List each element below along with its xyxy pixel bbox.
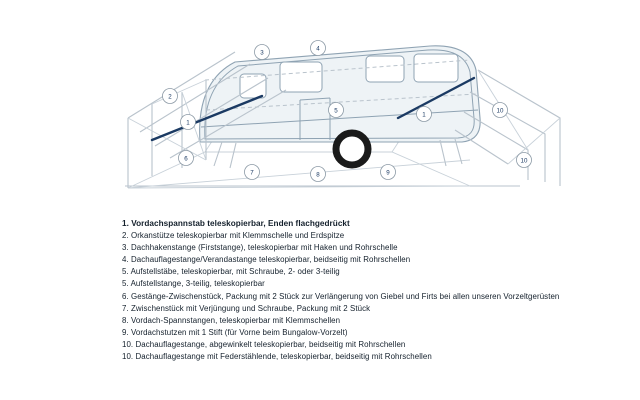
svg-text:4: 4 [316, 45, 320, 53]
callout-4 [311, 41, 326, 56]
legend-item: 10. Dachauflagestange, abgewinkelt teleskopierbar, beidseitig mit Rohrschellen [122, 339, 406, 349]
legend-item: 2. Orkanstütze teleskopierbar mit Klemmschelle und Erdspitze [122, 231, 345, 241]
legend-item: 7. Zwischenstück mit Verjüngung und Schraube, Packung mit 2 Stück [122, 303, 371, 313]
legend-item: 9. Vordachstutzen mit 1 Stift (für Vorne beim Bungalow-Vorzelt) [122, 327, 348, 337]
callout-1-right [417, 107, 432, 122]
callout-10b [517, 153, 532, 168]
svg-text:7: 7 [250, 169, 254, 177]
legend-item: 5. Aufstellstäbe, teleskopierbar, mit Schraube, 2- oder 3-teilig [122, 267, 340, 277]
legend-item: 8. Vordach-Spannstangen, teleskopierbar mit Klemmschellen [122, 315, 341, 325]
legend-item: 6. Gestänge-Zwischenstück, Packung mit 2 Stück zur Verlängerung von Giebel und Firts bei allen unseren Vorzeltgerüsten [122, 291, 560, 301]
legend-item: 1. Vordachspannstab teleskopierbar, Enden flachgedrückt [122, 219, 350, 228]
svg-text:5: 5 [334, 107, 338, 115]
svg-text:2: 2 [168, 93, 172, 101]
callout-2 [163, 89, 178, 104]
legend-item: 5. Aufstellstange, 3-teilig, teleskopierbar [122, 279, 265, 289]
legend-item: 3. Dachhakenstange (Firststange), teleskopierbar mit Haken und Rohrschelle [122, 243, 398, 253]
svg-text:10: 10 [496, 107, 504, 115]
svg-text:1: 1 [422, 111, 426, 119]
svg-text:8: 8 [316, 171, 320, 179]
callout-7 [245, 165, 260, 180]
callout-10 [493, 103, 508, 118]
svg-text:9: 9 [386, 169, 390, 177]
callout-3 [255, 45, 270, 60]
callout-9 [381, 165, 396, 180]
callout-1-left [181, 115, 196, 130]
callout-6 [179, 151, 194, 166]
svg-text:1: 1 [186, 119, 190, 127]
svg-text:6: 6 [184, 155, 188, 163]
svg-text:10: 10 [520, 157, 528, 165]
legend-item: 10. Dachauflagestange mit Federstählende, teleskopierbar, beidseitig mit Rohrschellen [122, 352, 432, 362]
callout-5 [329, 103, 344, 118]
legend-item: 4. Dachauflagestange/Verandastange teleskopierbar, beidseitig mit Rohrschellen [122, 255, 411, 265]
svg-text:3: 3 [260, 49, 264, 57]
legend-list [0, 218, 640, 363]
callout-8 [311, 167, 326, 182]
